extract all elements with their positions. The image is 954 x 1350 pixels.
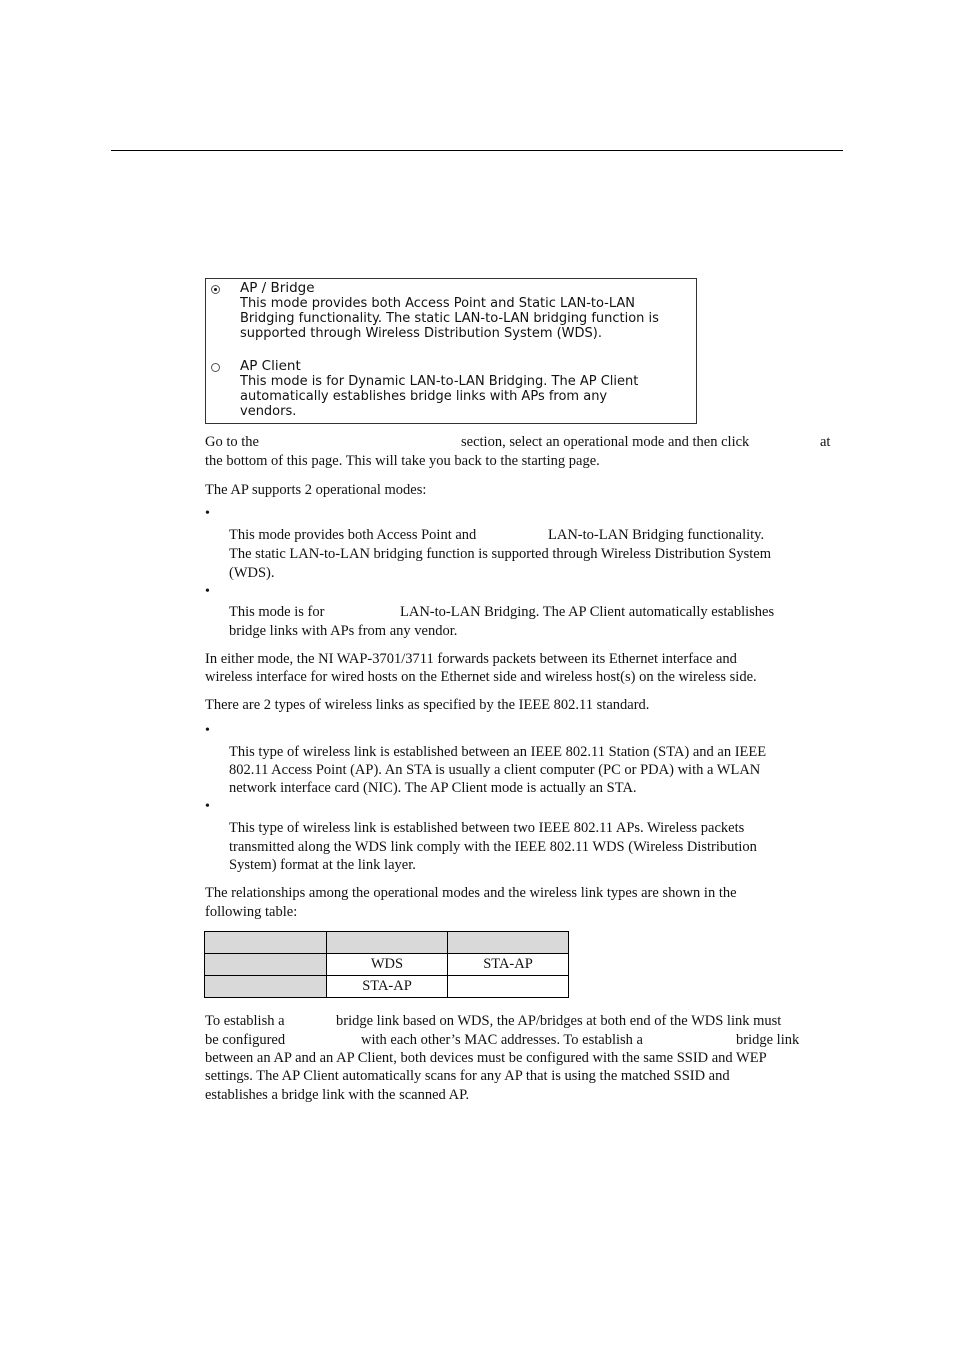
option-ap-client-desc-line: This mode is for Dynamic LAN-to-LAN Bridging. The AP Client bbox=[240, 374, 639, 389]
para-goto-part3: at bbox=[820, 434, 831, 450]
table-row bbox=[205, 954, 569, 976]
para-establish-l1a: To establish a bbox=[205, 1013, 285, 1029]
option-ap-client-title: AP Client bbox=[240, 358, 301, 374]
link2-line: System) format at the link layer. bbox=[229, 857, 416, 873]
para-establish-l2c: bridge link bbox=[736, 1032, 800, 1048]
link1-line: network interface card (NIC). The AP Client mode is actually an STA. bbox=[229, 780, 637, 796]
bullet-link1: • bbox=[205, 723, 210, 738]
para-relationships-line: following table: bbox=[205, 904, 298, 920]
bullet-mode2: • bbox=[205, 584, 210, 599]
link1-line: This type of wireless link is established between an IEEE 802.11 Station (STA) and an IEEE bbox=[229, 744, 767, 760]
para-establish-l2b: with each other’s MAC addresses. To establish a bbox=[361, 1032, 643, 1048]
para-goto-part2: section, select an operational mode and then click bbox=[461, 434, 750, 450]
table-row bbox=[205, 976, 569, 998]
mode1-line3: (WDS). bbox=[229, 565, 275, 581]
option-ap-bridge-desc-line: supported through Wireless Distribution System (WDS). bbox=[240, 326, 603, 341]
mode2-line1a: This mode is for bbox=[229, 604, 325, 620]
mode1-line2: The static LAN-to-LAN bridging function is supported through Wireless Distribution System bbox=[229, 546, 772, 562]
para-establish-l4: settings. The AP Client automatically scans for any AP that is using the matched SSID and bbox=[205, 1068, 730, 1084]
para-either-line: In either mode, the NI WAP-3701/3711 forwards packets between its Ethernet interface and bbox=[205, 651, 737, 667]
mode1-line1a: This mode provides both Access Point and bbox=[229, 527, 477, 543]
para-establish-l5: establishes a bridge link with the scanned AP. bbox=[205, 1087, 470, 1103]
para-establish-l2a: be configured bbox=[205, 1032, 286, 1048]
table-cell bbox=[448, 976, 569, 998]
para-modes-intro: The AP supports 2 operational modes: bbox=[205, 482, 427, 498]
table-cell bbox=[205, 976, 327, 998]
option-ap-bridge-desc-line: Bridging functionality. The static LAN-to-LAN bridging function is bbox=[240, 311, 659, 326]
radio-ap-client[interactable] bbox=[211, 363, 220, 372]
bullet-mode1: • bbox=[205, 506, 210, 521]
option-ap-client-desc-line: automatically establishes bridge links with APs from any bbox=[240, 389, 608, 404]
para-goto-part1: Go to the bbox=[205, 434, 259, 450]
table-row bbox=[205, 932, 569, 954]
mode2-line1b: LAN-to-LAN Bridging. The AP Client automatically establishes bbox=[400, 604, 775, 620]
option-ap-bridge-desc-line: This mode provides both Access Point and Static LAN-to-LAN bbox=[240, 296, 636, 311]
bullet-link2: • bbox=[205, 799, 210, 814]
mode2-line2: bridge links with APs from any vendor. bbox=[229, 623, 458, 639]
table-cell: STA-AP bbox=[327, 976, 448, 998]
table-cell bbox=[448, 932, 569, 954]
para-relationships-line: The relationships among the operational modes and the wireless link types are shown in the bbox=[205, 885, 737, 901]
mode-link-table bbox=[204, 931, 569, 998]
para-either-line: wireless interface for wired hosts on the Ethernet side and wireless host(s) on the wireless side. bbox=[205, 669, 757, 685]
table-cell bbox=[205, 954, 327, 976]
para-link-types: There are 2 types of wireless links as specified by the IEEE 802.11 standard. bbox=[205, 697, 650, 713]
mode1-line1b: LAN-to-LAN Bridging functionality. bbox=[548, 527, 765, 543]
option-ap-bridge-title: AP / Bridge bbox=[240, 280, 315, 296]
operational-mode-screenshot bbox=[205, 278, 697, 424]
table-cell: STA-AP bbox=[448, 954, 569, 976]
table-cell: WDS bbox=[327, 954, 448, 976]
table-cell bbox=[327, 932, 448, 954]
link1-line: 802.11 Access Point (AP). An STA is usually a client computer (PC or PDA) with a WLAN bbox=[229, 762, 761, 778]
para-goto-line2: the bottom of this page. This will take you back to the starting page. bbox=[205, 453, 600, 469]
link2-line: This type of wireless link is established between two IEEE 802.11 APs. Wireless packets bbox=[229, 820, 745, 836]
table-cell bbox=[205, 932, 327, 954]
header-rule bbox=[111, 150, 843, 151]
para-establish-l3: between an AP and an AP Client, both devices must be configured with the same SSID and WEP bbox=[205, 1050, 767, 1066]
link2-line: transmitted along the WDS link comply with the IEEE 802.11 WDS (Wireless Distribution bbox=[229, 839, 757, 855]
option-ap-client-desc-line: vendors. bbox=[240, 404, 297, 419]
para-establish-l1b: bridge link based on WDS, the AP/bridges at both end of the WDS link must bbox=[336, 1013, 782, 1029]
radio-ap-bridge-selected[interactable] bbox=[211, 285, 220, 294]
